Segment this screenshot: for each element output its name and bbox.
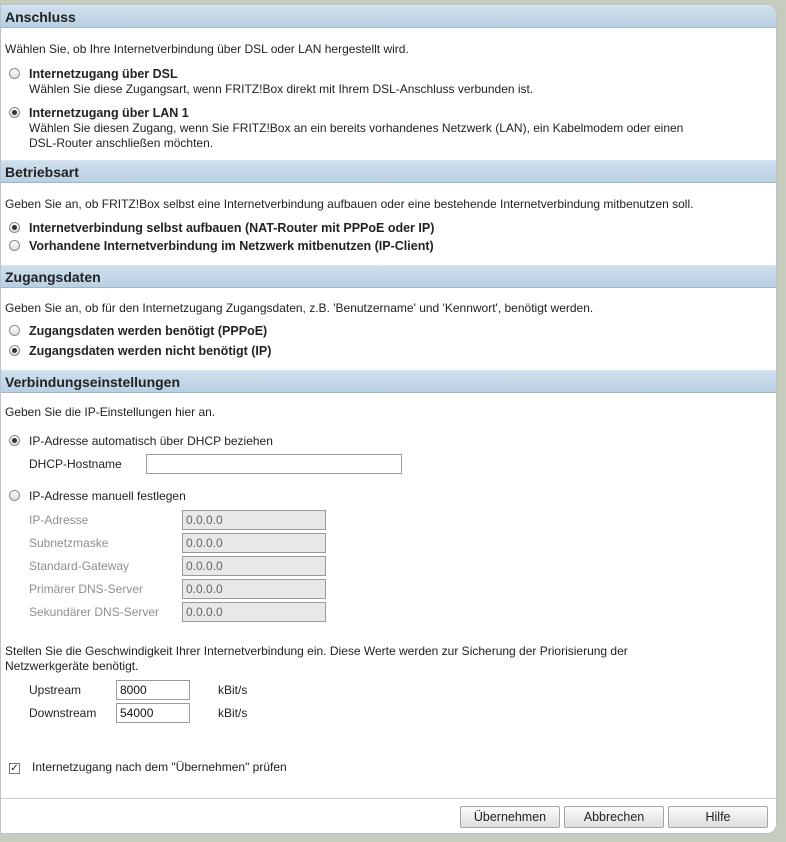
primary-dns-label: Primärer DNS-Server (29, 582, 144, 596)
radio-dsl[interactable] (9, 68, 20, 79)
downstream-label: Downstream (29, 706, 97, 720)
option-lan1-desc-line2: DSL-Router anschließen möchten. (29, 136, 214, 150)
downstream-input[interactable] (116, 703, 190, 723)
section-header-verbindung: Verbindungseinstellungen (1, 370, 777, 393)
subnet-mask-input[interactable] (182, 533, 326, 553)
option-lan1-desc-line1: Wählen Sie diesen Zugang, wenn Sie FRITZ!Box an ein bereits vorhandenes Netzwerk (LAN), ein Kabelmodem oder einen (29, 121, 684, 135)
help-button[interactable]: Hilfe (668, 806, 768, 828)
option-lan1-title[interactable]: Internetzugang über LAN 1 (29, 106, 189, 120)
option-dsl-desc: Wählen Sie diese Zugangsart, wenn FRITZ!Box direkt mit Ihrem DSL-Anschluss verbunden ist. (29, 82, 534, 96)
settings-panel (0, 4, 777, 834)
gateway-input[interactable] (182, 556, 326, 576)
section-header-anschluss: Anschluss (1, 5, 777, 28)
section-header-betriebsart: Betriebsart (1, 160, 777, 183)
check-connection-checkbox[interactable]: ✓ (10, 763, 19, 774)
secondary-dns-input[interactable] (182, 602, 326, 622)
speed-text-line2: Netzwerkgeräte benötigt. (5, 659, 139, 673)
anschluss-intro: Wählen Sie, ob Ihre Internetverbindung über DSL oder LAN hergestellt wird. (5, 42, 409, 56)
ip-address-label: IP-Adresse (29, 513, 89, 527)
subnet-mask-label: Subnetzmaske (29, 536, 109, 550)
option-dhcp[interactable]: IP-Adresse automatisch über DHCP beziehen (29, 434, 273, 448)
option-nat-router[interactable]: Internetverbindung selbst aufbauen (NAT-Router mit PPPoE oder IP) (29, 221, 435, 235)
check-connection-label[interactable]: Internetzugang nach dem "Übernehmen" prüfen (32, 760, 287, 774)
radio-ip-client[interactable] (9, 240, 20, 251)
upstream-label: Upstream (29, 683, 82, 697)
speed-text-line1: Stellen Sie die Geschwindigkeit Ihrer Internetverbindung ein. Diese Werte werden zur Sicherung der Priorisierung der (5, 644, 628, 658)
hostname-input[interactable] (146, 454, 402, 474)
radio-manual[interactable] (9, 490, 20, 501)
radio-ip[interactable] (9, 345, 20, 356)
section-header-zugangsdaten: Zugangsdaten (1, 265, 777, 288)
cancel-button[interactable]: Abbrechen (564, 806, 664, 828)
hostname-label: DHCP-Hostname (29, 457, 122, 471)
downstream-unit: kBit/s (218, 706, 248, 720)
zugangsdaten-intro: Geben Sie an, ob für den Internetzugang Zugangsdaten, z.B. 'Benutzername' und 'Kennwort', benötigt werden. (5, 301, 594, 315)
upstream-input[interactable] (116, 680, 190, 700)
option-ip[interactable]: Zugangsdaten werden nicht benötigt (IP) (29, 344, 272, 358)
apply-button[interactable]: Übernehmen (460, 806, 560, 828)
secondary-dns-label: Sekundärer DNS-Server (29, 605, 160, 619)
gateway-label: Standard-Gateway (29, 559, 130, 573)
option-manual[interactable]: IP-Adresse manuell festlegen (29, 489, 186, 503)
verbindung-intro: Geben Sie die IP-Einstellungen hier an. (5, 405, 216, 419)
option-pppoe[interactable]: Zugangsdaten werden benötigt (PPPoE) (29, 324, 268, 338)
radio-nat-router[interactable] (9, 222, 20, 233)
betriebsart-intro: Geben Sie an, ob FRITZ!Box selbst eine Internetverbindung aufbauen oder eine bestehende Internetverbindung mitbenutzen soll. (5, 197, 694, 211)
primary-dns-input[interactable] (182, 579, 326, 599)
footer-divider (1, 798, 777, 799)
ip-address-input[interactable] (182, 510, 326, 530)
radio-dhcp[interactable] (9, 435, 20, 446)
option-ip-client[interactable]: Vorhandene Internetverbindung im Netzwerk mitbenutzen (IP-Client) (29, 239, 434, 253)
radio-pppoe[interactable] (9, 325, 20, 336)
option-dsl-title[interactable]: Internetzugang über DSL (29, 67, 178, 81)
upstream-unit: kBit/s (218, 683, 248, 697)
radio-lan1[interactable] (9, 107, 20, 118)
